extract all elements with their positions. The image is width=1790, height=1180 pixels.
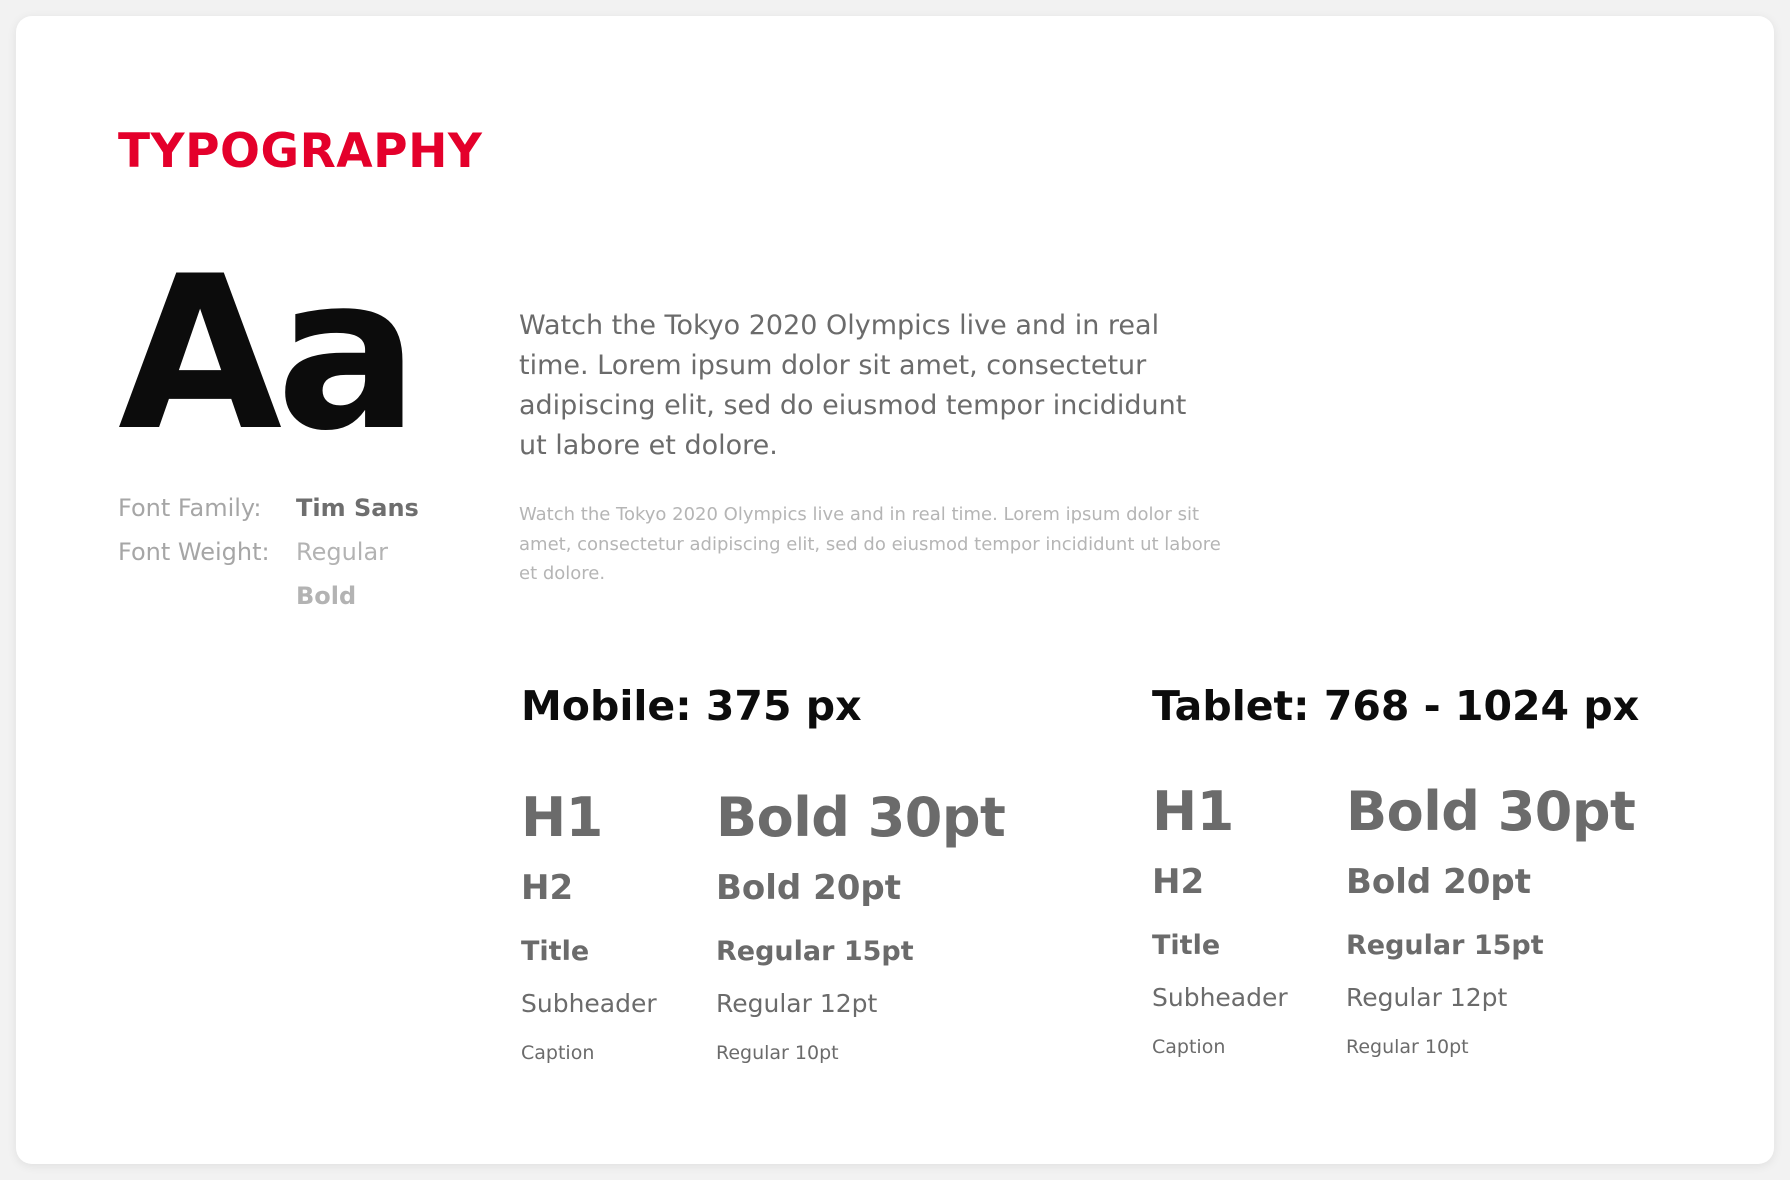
font-family-value: Tim Sans	[296, 494, 419, 522]
mobile-subheader-spec: Regular 12pt	[716, 989, 878, 1018]
mobile-title-spec: Regular 15pt	[716, 936, 914, 967]
font-weight-label: Font Weight:	[118, 538, 270, 566]
tablet-subheader-label: Subheader	[1152, 983, 1288, 1012]
typography-card	[16, 16, 1774, 1164]
tablet-caption-spec: Regular 10pt	[1346, 1036, 1469, 1058]
tablet-caption-label: Caption	[1152, 1036, 1226, 1058]
mobile-h1-label: H1	[521, 786, 603, 849]
mobile-title-label: Title	[521, 936, 590, 967]
font-weight-regular: Regular	[296, 538, 389, 566]
font-family-label: Font Family:	[118, 494, 262, 522]
mobile-h1-spec: Bold 30pt	[716, 786, 1006, 849]
section-title: TYPOGRAPHY	[118, 124, 483, 179]
tablet-title: Tablet: 768 - 1024 px	[1152, 682, 1640, 730]
sample-text-small: Watch the Tokyo 2020 Olympics live and in real time. Lorem ipsum dolor sit amet, consectetur adipiscing elit, sed do eiusmod tempor incididunt ut labore et dolore.	[519, 504, 1221, 584]
mobile-title: Mobile: 375 px	[521, 682, 862, 730]
mobile-subheader-label: Subheader	[521, 989, 657, 1018]
mobile-caption-label: Caption	[521, 1042, 595, 1064]
tablet-title-spec: Regular 15pt	[1346, 930, 1544, 961]
tablet-subheader-spec: Regular 12pt	[1346, 983, 1508, 1012]
tablet-h2-label: H2	[1152, 862, 1205, 902]
mobile-caption-spec: Regular 10pt	[716, 1042, 839, 1064]
tablet-h1-label: H1	[1152, 780, 1234, 843]
tablet-h2-spec: Bold 20pt	[1346, 862, 1532, 902]
mobile-h2-spec: Bold 20pt	[716, 868, 902, 908]
font-weight-bold: Bold	[296, 582, 357, 610]
tablet-h1-spec: Bold 30pt	[1346, 780, 1636, 843]
mobile-h2-label: H2	[521, 868, 574, 908]
tablet-title-label: Title	[1152, 930, 1221, 961]
font-specimen: Aa	[118, 230, 414, 477]
sample-text-large: Watch the Tokyo 2020 Olympics live and in real time. Lorem ipsum dolor sit amet, consectetur adipiscing elit, sed do eiusmod tempor incididunt ut labore et dolore.	[519, 310, 1187, 461]
